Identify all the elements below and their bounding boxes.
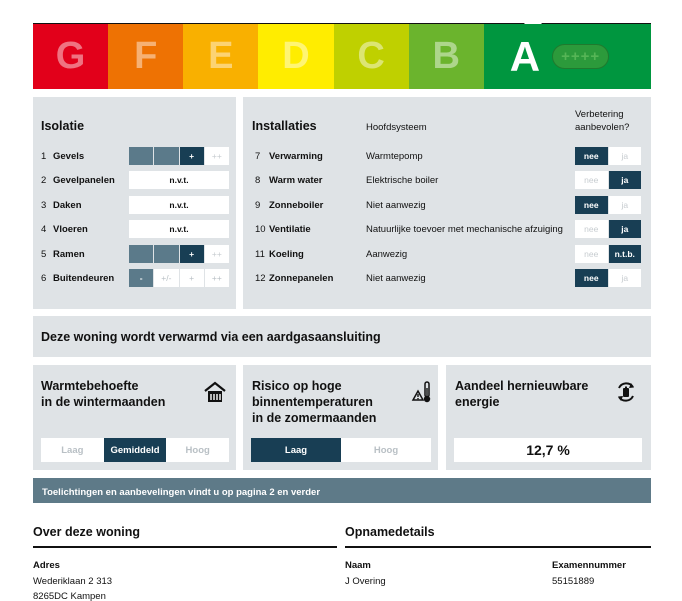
recommendation-no: nee [575, 220, 608, 238]
rating-cells [129, 171, 229, 189]
exam-label: Examennummer [552, 560, 626, 571]
row-system: Elektrische boiler [366, 175, 439, 187]
risico-title-2: binnentemperaturen [252, 395, 373, 409]
isolatie-row [33, 147, 236, 165]
rating-cell: + [180, 147, 204, 165]
installaties-title: Installaties [252, 119, 317, 133]
rating-cell: +/- [154, 269, 178, 287]
row-name: Daken [53, 199, 82, 211]
row-number: 7 [255, 151, 261, 162]
risico-option: Hoog [341, 438, 431, 462]
row-number: 2 [41, 175, 47, 187]
energy-label-a [484, 24, 651, 89]
row-number: 10 [255, 224, 266, 236]
warmtebehoefte-title-2: in de wintermaanden [41, 395, 166, 409]
recommendation-toggle [575, 171, 641, 189]
row-number: 9 [255, 199, 261, 211]
row-number: 5 [41, 248, 47, 260]
rating-value: n.v.t. [129, 171, 229, 189]
energy-label-letter: A [509, 32, 541, 80]
warmtebehoefte-scale [41, 438, 229, 462]
opname-title: Opnamedetails [345, 525, 435, 539]
rating-cell [129, 245, 153, 263]
energy-label-b [409, 24, 484, 89]
energy-label-letter: C [357, 35, 385, 77]
isolatie-panel [33, 97, 236, 309]
recommendation-no: nee [575, 245, 608, 263]
rating-cells [129, 147, 229, 165]
energy-label-c [334, 24, 409, 89]
heating-notice-panel [33, 316, 651, 357]
row-name: Buitendeuren [53, 273, 115, 284]
recommendation-yes: ja [609, 147, 642, 165]
row-number: 3 [41, 199, 47, 211]
energy-label-letter: B [432, 35, 460, 77]
energy-label-d [258, 24, 333, 89]
isolatie-row [33, 196, 236, 214]
rating-cell [154, 147, 178, 165]
adres-label: Adres [33, 560, 60, 571]
rating-value: n.v.t. [129, 220, 229, 238]
installatie-row [243, 220, 651, 238]
rating-cell [154, 245, 178, 263]
recommendation-yes: ja [609, 220, 642, 238]
energy-label-suffix: ++++ [552, 44, 609, 69]
row-name: Zonneboiler [269, 199, 324, 211]
isolatie-row [33, 269, 236, 287]
installaties-panel [243, 97, 651, 309]
row-system: Niet aanwezig [366, 273, 426, 284]
rating-cell: + [180, 245, 204, 263]
isolatie-row [33, 220, 236, 238]
exam-value: 55151889 [552, 576, 595, 587]
warmtebehoefte-panel [33, 365, 236, 470]
risico-option: Laag [251, 438, 341, 462]
naam-label: Naam [345, 560, 371, 571]
rating-cell: + [180, 269, 204, 287]
row-name: Warm water [269, 175, 323, 187]
rating-cell: ++ [205, 147, 229, 165]
row-name: Verwarming [269, 151, 323, 162]
recommendation-yes: n.t.b. [609, 245, 642, 263]
warmtebehoefte-option: Laag [41, 438, 104, 462]
rating-value: n.v.t. [129, 196, 229, 214]
rating-cells [129, 220, 229, 238]
active-label-pointer [524, 14, 542, 24]
isolatie-row [33, 245, 236, 263]
energy-label-letter: E [208, 35, 234, 77]
installatie-row [243, 171, 651, 189]
house-heat-icon [203, 381, 227, 403]
over-rule [33, 546, 337, 548]
energy-label-bar [33, 24, 651, 89]
row-name: Vloeren [53, 224, 88, 236]
row-system: Warmtepomp [366, 151, 423, 162]
energy-label-f [108, 24, 183, 89]
rating-cell: ++ [205, 269, 229, 287]
recommendation-toggle [575, 196, 641, 214]
installatie-row [243, 269, 651, 287]
row-number: 11 [255, 248, 265, 260]
warmtebehoefte-title-1: Warmtebehoefte [41, 379, 139, 393]
adres-line-2: 8265DC Kampen [33, 591, 106, 601]
energy-label-letter: D [282, 35, 310, 77]
warmtebehoefte-option: Gemiddeld [104, 438, 167, 462]
recommendation-toggle [575, 147, 641, 165]
rating-cells [129, 269, 229, 287]
energy-label-letter: F [134, 35, 158, 77]
row-number: 12 [255, 273, 266, 284]
rating-cell: - [129, 269, 153, 287]
heating-notice: Deze woning wordt verwarmd via een aardgasaansluiting [41, 330, 381, 344]
recommendation-yes: ja [609, 171, 642, 189]
risico-title-3: in de zomermaanden [252, 411, 377, 425]
recommendation-toggle [575, 269, 641, 287]
rating-cell [129, 147, 153, 165]
row-system: Natuurlijke toevoer met mechanische afzuiging [366, 224, 563, 236]
rating-cell: ++ [205, 245, 229, 263]
naam-value: J Overing [345, 576, 386, 587]
isolatie-title: Isolatie [41, 119, 85, 133]
adres-line-1: Wederiklaan 2 313 [33, 576, 113, 587]
row-name: Ventilatie [269, 224, 311, 236]
hernieuwbaar-panel [446, 365, 651, 470]
energy-label-letter: G [55, 35, 86, 77]
risico-title-1: Risico op hoge [252, 379, 342, 393]
row-number: 1 [41, 151, 47, 162]
row-system: Niet aanwezig [366, 199, 426, 211]
rating-cells [129, 196, 229, 214]
row-system: Aanwezig [366, 248, 408, 260]
row-number: 4 [41, 224, 47, 236]
row-number: 6 [41, 273, 47, 284]
verbetering-header-1: Verbetering [575, 109, 624, 120]
recommendation-yes: ja [609, 196, 642, 214]
row-name: Gevels [53, 151, 85, 162]
risico-scale [251, 438, 431, 462]
installatie-row [243, 196, 651, 214]
renewable-cycle-icon [614, 380, 638, 404]
opname-rule [345, 546, 651, 548]
recommendation-no: nee [575, 196, 608, 214]
row-name: Zonnepanelen [269, 273, 334, 284]
energy-label-g [33, 24, 108, 89]
recommendation-toggle [575, 245, 641, 263]
recommendation-no: nee [575, 171, 608, 189]
warmtebehoefte-option: Hoog [166, 438, 229, 462]
toelichting-banner: Toelichtingen en aanbevelingen vindt u op pagina 2 en verder [33, 478, 651, 503]
hernieuwbaar-title-1: Aandeel hernieuwbare [455, 379, 589, 393]
risico-panel [243, 365, 438, 470]
row-name: Ramen [53, 248, 85, 260]
verbetering-header-2: aanbevolen? [575, 122, 630, 133]
installatie-row [243, 147, 651, 165]
rating-cells [129, 245, 229, 263]
hernieuwbaar-value-box [454, 438, 642, 462]
hernieuwbaar-value: 12,7 % [526, 442, 570, 458]
row-number: 8 [255, 175, 261, 187]
recommendation-no: nee [575, 147, 608, 165]
installatie-row [243, 245, 651, 263]
thermometer-warning-icon [411, 380, 433, 404]
energy-label-e [183, 24, 258, 89]
recommendation-no: nee [575, 269, 608, 287]
hoofdsysteem-header: Hoofdsysteem [366, 122, 427, 133]
recommendation-yes: ja [609, 269, 642, 287]
hernieuwbaar-title-2: energie [455, 395, 500, 409]
recommendation-toggle [575, 220, 641, 238]
row-name: Gevelpanelen [53, 175, 115, 187]
row-name: Koeling [269, 248, 304, 260]
over-title: Over deze woning [33, 525, 140, 539]
isolatie-row [33, 171, 236, 189]
